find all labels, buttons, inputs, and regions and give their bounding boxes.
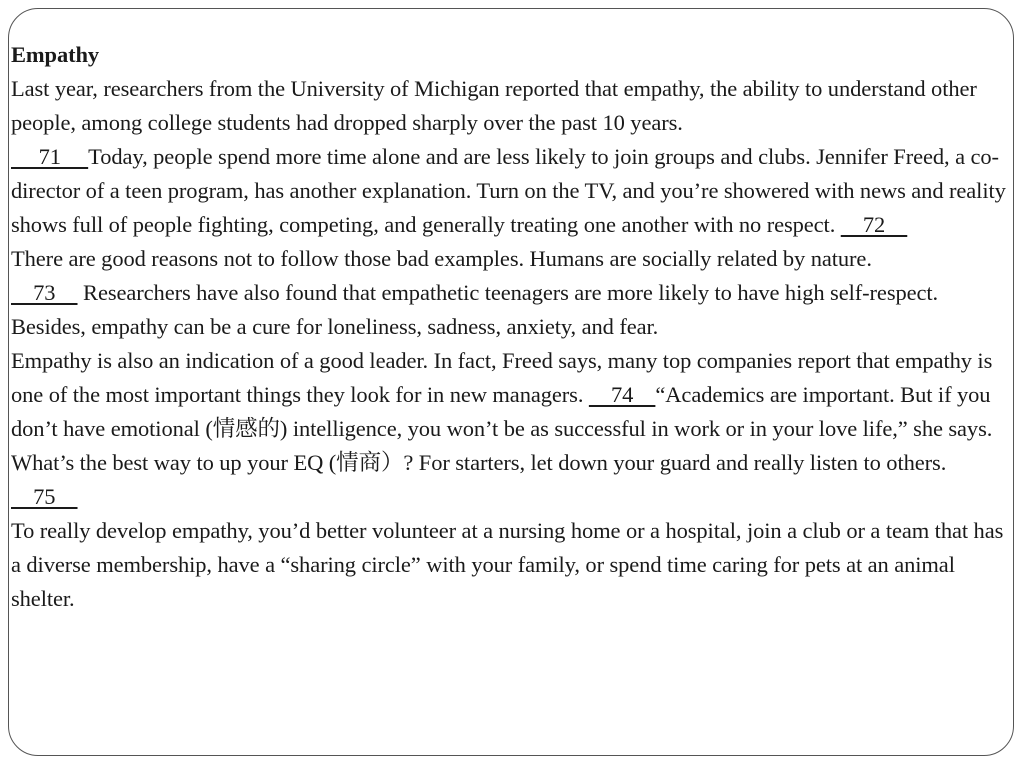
paragraph-5 (11, 514, 1011, 616)
paragraph-1-continued: Today, people spend more time alone and are less likely to join groups and clubs. Jennifer Freed, a co-director of a teen program, has another explanation. Turn on the TV, and you’re showered with news and reality shows full of people fighting, competing, and generally treating one another with no respect. (11, 144, 1006, 237)
passage (11, 38, 1011, 616)
blank-75: 75 (11, 484, 78, 509)
passage-title: Empathy (11, 42, 100, 67)
blank-74: 74 (588, 382, 656, 407)
blank-71: 71 (11, 144, 89, 169)
paragraph-3-text: Empathy is also an indication of a good leader. In fact, Freed says, many top companies report that empathy is one of the most important things they look for in new managers. (11, 348, 993, 407)
paragraph-2-continued: Researchers have also found that empathetic teenagers are more likely to have high self-respect. Besides, empathy can be a cure for loneliness, sadness, anxiety, and fear. (11, 280, 939, 339)
blank-72: 72 (840, 212, 908, 237)
paragraph-2 (11, 242, 1011, 344)
paragraph-1-text: Last year, researchers from the University of Michigan reported that empathy, the ability to understand other people, among college students had dropped sharply over the past 10 years. (11, 76, 977, 135)
paragraph-5-text: To really develop empathy, you’d better volunteer at a nursing home or a hospital, join a club or a team that has a diverse membership, have a “sharing circle” with your family, or spend time caring for pets at an animal shelter. (11, 518, 1004, 611)
paragraph-4-text: What’s the best way to up your EQ (情商）? For starters, let down your guard and really listen to others. (11, 450, 947, 475)
paragraph-1 (11, 72, 1011, 242)
paragraph-2-text: There are good reasons not to follow those bad examples. Humans are socially related by nature. (11, 246, 872, 271)
paragraph-4 (11, 446, 1011, 514)
paragraph-3 (11, 344, 1011, 446)
blank-73: 73 (11, 280, 78, 305)
paragraph-3-continued: “Academics are important. But if you don’t have emotional (情感的) intelligence, you won’t be as successful in work or in your love life,” she says. (11, 382, 993, 441)
